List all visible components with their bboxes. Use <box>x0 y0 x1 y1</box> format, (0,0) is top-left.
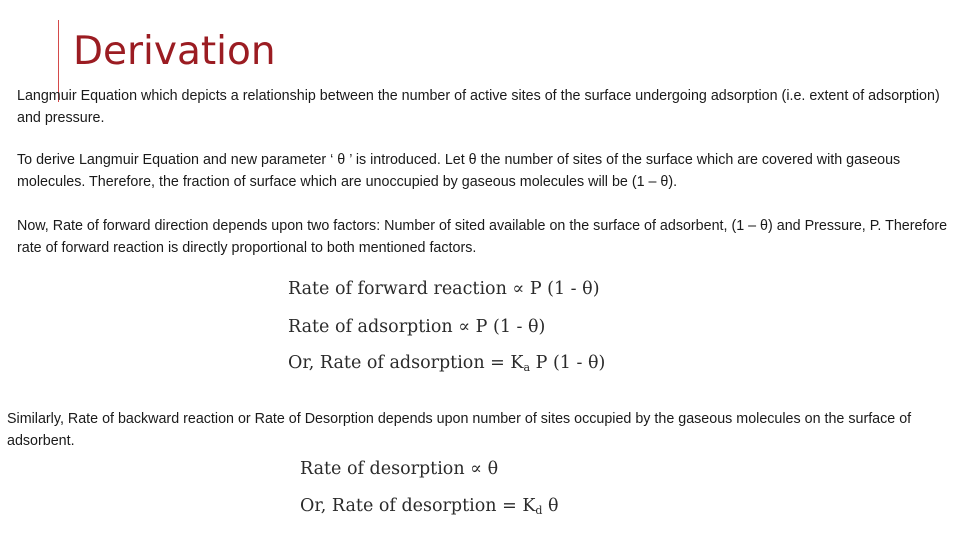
equation-rate-desorption: Rate of desorption ∝ θ <box>300 459 499 479</box>
paragraph-forward-rate: Now, Rate of forward direction depends upon two factors: Number of sited available on the surface of adsorbent, (1 – θ) and Pressure, P. Therefore rate of forward reaction is directly proportional to both mentioned factors. <box>17 218 948 256</box>
equation-rate-adsorption-ka <box>288 355 605 373</box>
paragraph-theta-definition: To derive Langmuir Equation and new parameter ‘ θ ’ is introduced. Let θ the number of sites of the surface which are covered with gaseous molecules. Therefore, the fraction of surface which are unoccupied by gaseous molecules will be (1 – θ). <box>17 152 901 190</box>
equation-ka-subscript: a <box>523 361 531 374</box>
equation-kd-subscript: d <box>535 504 543 517</box>
equation-ka-lhs: Or, Rate of adsorption = K <box>288 353 524 373</box>
equation-rate-desorption-kd <box>300 498 559 516</box>
equation-kd-lhs: Or, Rate of desorption = K <box>300 496 536 516</box>
slide-title: Derivation <box>73 29 276 74</box>
paragraph-desorption: Similarly, Rate of backward reaction or Rate of Desorption depends upon number of sites occupied by the gaseous molecules on the surface of adsorbent. <box>7 411 912 449</box>
equation-ka-rhs: P (1 - θ) <box>530 353 606 373</box>
paragraph-langmuir-intro: Langmuir Equation which depicts a relationship between the number of active sites of the surface undergoing adsorption (i.e. extent of adsorption) and pressure. <box>17 88 940 126</box>
equation-kd-rhs: θ <box>542 496 559 516</box>
equation-forward-reaction: Rate of forward reaction ∝ P (1 - θ) <box>288 279 600 299</box>
equation-rate-adsorption: Rate of adsorption ∝ P (1 - θ) <box>288 317 546 337</box>
